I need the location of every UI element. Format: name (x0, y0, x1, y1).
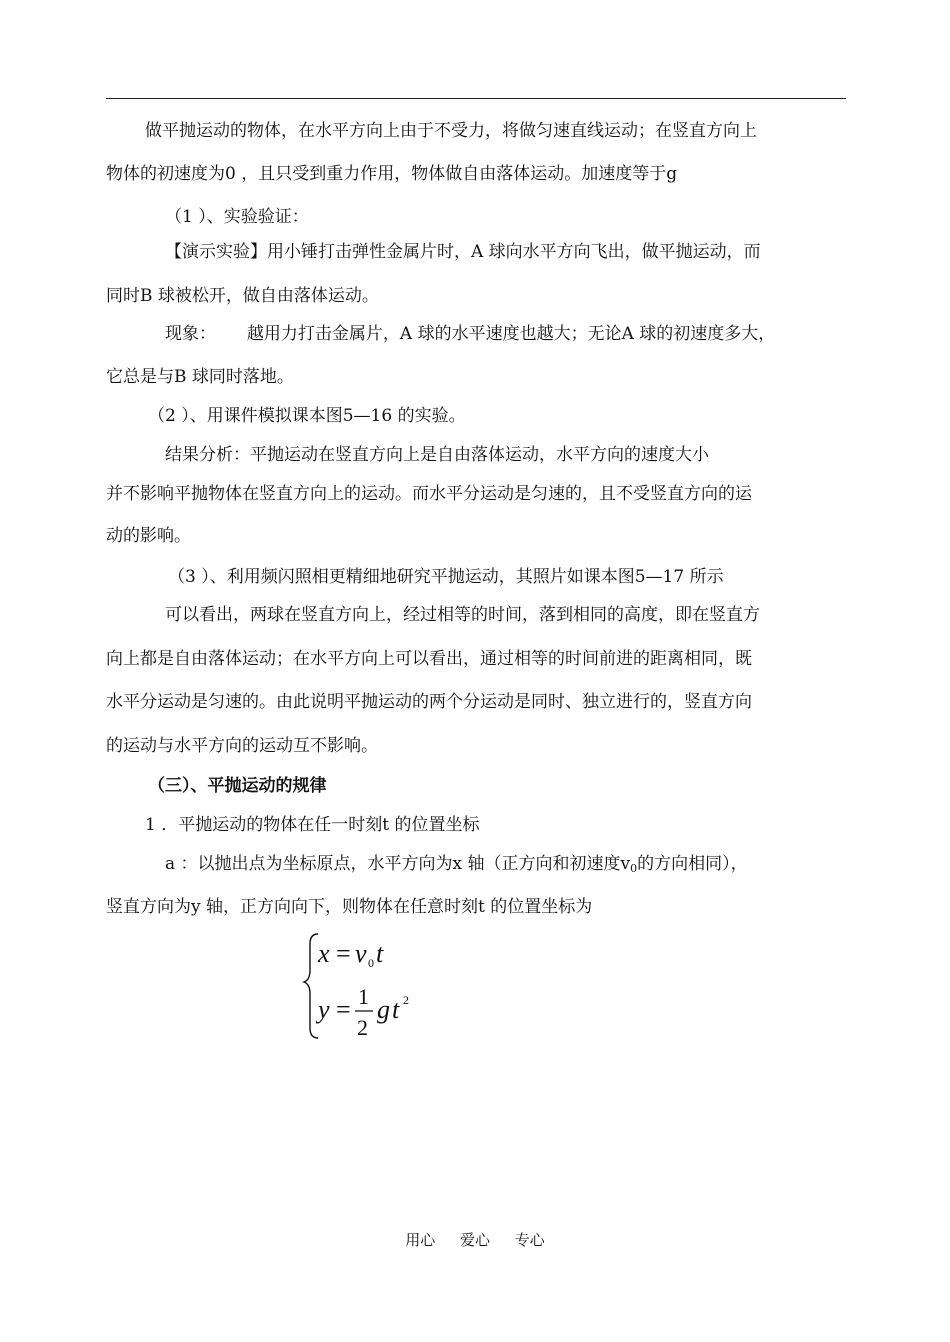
formula-y: y (318, 995, 330, 1024)
footer-item-3: 专心 (514, 1231, 545, 1249)
formula-svg (300, 930, 440, 1042)
section-title: （三）、平抛运动的规律 (148, 776, 327, 796)
observation-line-2: 向上都是自由落体运动；在水平方向上可以看出，通过相等的时间前进的距离相同，既 (106, 649, 752, 669)
demo-line-1: 【演示实验】用小锤打击弹性金属片时，A 球向水平方向飞出，做平抛运动，而 (165, 242, 761, 262)
formula-numerator: 1 (358, 984, 369, 1009)
footer-item-1: 用心 (405, 1231, 436, 1249)
formula-v-subscript: 0 (368, 956, 374, 970)
paragraph-1-line-1: 做平抛运动的物体，在水平方向上由于不受力，将做匀速直线运动；在竖直方向上 (145, 121, 757, 141)
formula-t: t (376, 939, 384, 968)
definition-line-1 (165, 853, 748, 875)
phenomenon-line-1: 现象： 越用力打击金属片，A 球的水平速度也越大；无论A 球的初速度多大， (165, 324, 776, 344)
footer-item-2: 爱心 (459, 1231, 490, 1249)
definition-line-1-text: a ：以抛出点为坐标原点，水平方向为x 轴（正方向和初速度v (165, 854, 631, 874)
section-3-heading: （3 ）、利用频闪照相更精细地研究平抛运动，其照片如课本图5—17 所示 (168, 567, 724, 587)
phenomenon-line-2: 它总是与B 球同时落地。 (106, 367, 294, 387)
position-formula (300, 930, 440, 1042)
analysis-line-1: 结果分析：平抛运动在竖直方向上是自由落体运动，水平方向的速度大小 (165, 445, 709, 465)
observation-line-4: 的运动与水平方向的运动互不影响。 (106, 736, 378, 756)
section-2-heading: （2 ）、用课件模拟课本图5—16 的实验。 (148, 406, 466, 426)
formula-exponent: 2 (403, 993, 409, 1007)
page-footer (0, 1230, 950, 1250)
formula-g: g (377, 995, 390, 1024)
velocity-subscript: 0 (630, 862, 638, 875)
demo-line-2: 同时B 球被松开，做自由落体运动。 (106, 286, 379, 306)
analysis-line-2: 并不影响平抛物体在竖直方向上的运动。而水平分运动是匀速的，且不受竖直方向的运 (106, 484, 752, 504)
formula-t-squared: t (392, 995, 400, 1024)
definition-line-1-tail: 的方向相同）， (637, 854, 748, 874)
formula-equals-2: = (336, 995, 351, 1024)
analysis-line-3: 动的影响。 (106, 526, 191, 546)
formula-denominator: 2 (357, 1015, 368, 1040)
header-rule (106, 98, 846, 99)
item-1: 1 ．平抛运动的物体在任一时刻t 的位置坐标 (145, 815, 480, 835)
formula-x: x (318, 939, 330, 968)
formula-v: v (355, 939, 367, 968)
paragraph-1-line-2: 物体的初速度为0 ，且只受到重力作用，物体做自由落体运动。加速度等于g (106, 164, 678, 184)
definition-line-2: 竖直方向为y 轴，正方向向下，则物体在任意时刻t 的位置坐标为 (106, 897, 593, 917)
section-1-heading: （1 ）、实验验证： (165, 207, 309, 227)
observation-line-1: 可以看出，两球在竖直方向上，经过相等的时间，落到相同的高度，即在竖直方 (165, 605, 760, 625)
formula-equals-1: = (336, 939, 351, 968)
left-brace (304, 934, 318, 1038)
observation-line-3: 水平分运动是匀速的。由此说明平抛运动的两个分运动是同时、独立进行的，竖直方向 (106, 692, 752, 712)
